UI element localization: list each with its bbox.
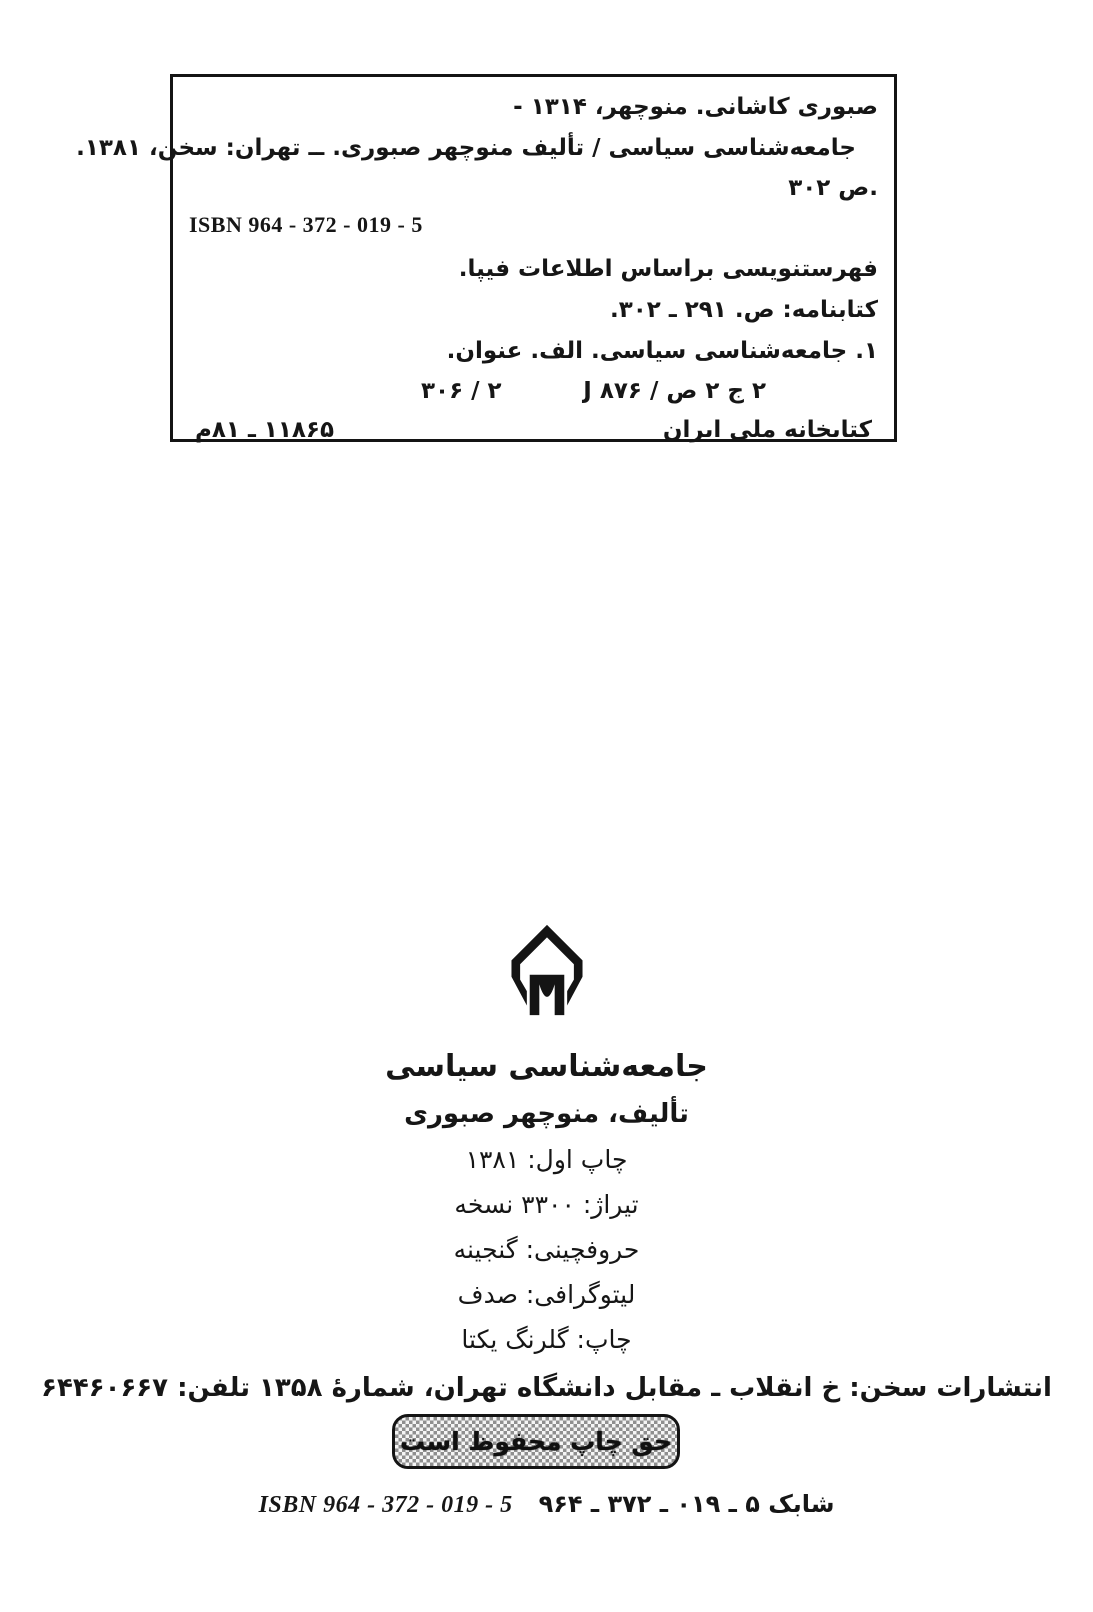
cip-national-library-row bbox=[189, 410, 878, 450]
cip-lcc-number: J ۸۷۶ / ص ۲ ج ۲ bbox=[583, 378, 766, 404]
cip-call-number-row bbox=[189, 372, 878, 410]
cip-ddc-number: ۳۰۶ / ۲ bbox=[421, 378, 502, 404]
cip-fipa-note: فهرستنویسی براساس اطلاعات فیپا. bbox=[458, 256, 878, 282]
lithography-line: لیتوگرافی: صدف bbox=[457, 1280, 636, 1309]
cip-national-library-label: کتابخانه ملی ایران bbox=[662, 417, 872, 443]
publisher-logo-area bbox=[0, 922, 1093, 1022]
copyright-stamp-text: حق چاپ محفوظ است bbox=[400, 1427, 672, 1456]
footer-isbn-latin: ISBN 964 - 372 - 019 - 5 bbox=[258, 1492, 513, 1518]
cip-bibliography-note: کتابنامه: ص. ۲۹۱ ـ ۳۰۲. bbox=[609, 297, 878, 323]
cip-bib-number: م۸۱ ـ ۱۱۸۶۵ bbox=[195, 417, 334, 443]
publisher-address-line: انتشارات سخن: خ انقلاب ـ مقابل دانشگاه تهران، شمارهٔ ۱۳۵۸ تلفن: ۶۴۴۶۰۶۶۷ bbox=[41, 1373, 1052, 1403]
cip-isbn: ISBN 964 - 372 - 019 - 5 bbox=[189, 212, 423, 237]
cip-catalog-box bbox=[76, 74, 897, 443]
cip-title-statement: جامعه‌شناسی سیاسی / تألیف منوچهر صبوری. ــ تهران: سخن، ۱۳۸۱. bbox=[76, 135, 856, 161]
cip-author-entry: صبوری کاشانی. منوچهر، ۱۳۱۴ - bbox=[513, 94, 878, 120]
edition-line: چاپ اول: ۱۳۸۱ bbox=[465, 1145, 628, 1174]
typesetting-line: حروفچینی: گنجینه bbox=[453, 1235, 640, 1264]
colophon bbox=[0, 1043, 1093, 1412]
book-author: تألیف، منوچهر صبوری bbox=[404, 1099, 689, 1129]
cip-subject-entry: ۱. جامعه‌شناسی سیاسی. الف. عنوان. bbox=[446, 338, 878, 364]
print-run-line: تیراژ: ۳۳۰۰ نسخه bbox=[454, 1190, 639, 1219]
cip-pagination bbox=[189, 169, 878, 207]
footer-isbn-line bbox=[0, 1490, 1093, 1519]
footer-isbn-persian: شابک ۵ ـ ۰۱۹ ـ ۳۷۲ ـ ۹۶۴ bbox=[538, 1490, 835, 1518]
printing-line: چاپ: گلرنگ یکتا bbox=[461, 1325, 632, 1354]
sokhan-publisher-logo-icon bbox=[499, 922, 595, 1018]
book-title: جامعه‌شناسی سیاسی bbox=[385, 1049, 708, 1084]
copyright-stamp bbox=[392, 1414, 680, 1469]
cip-pagination-value: ۳۰۲ ص. bbox=[788, 175, 878, 201]
